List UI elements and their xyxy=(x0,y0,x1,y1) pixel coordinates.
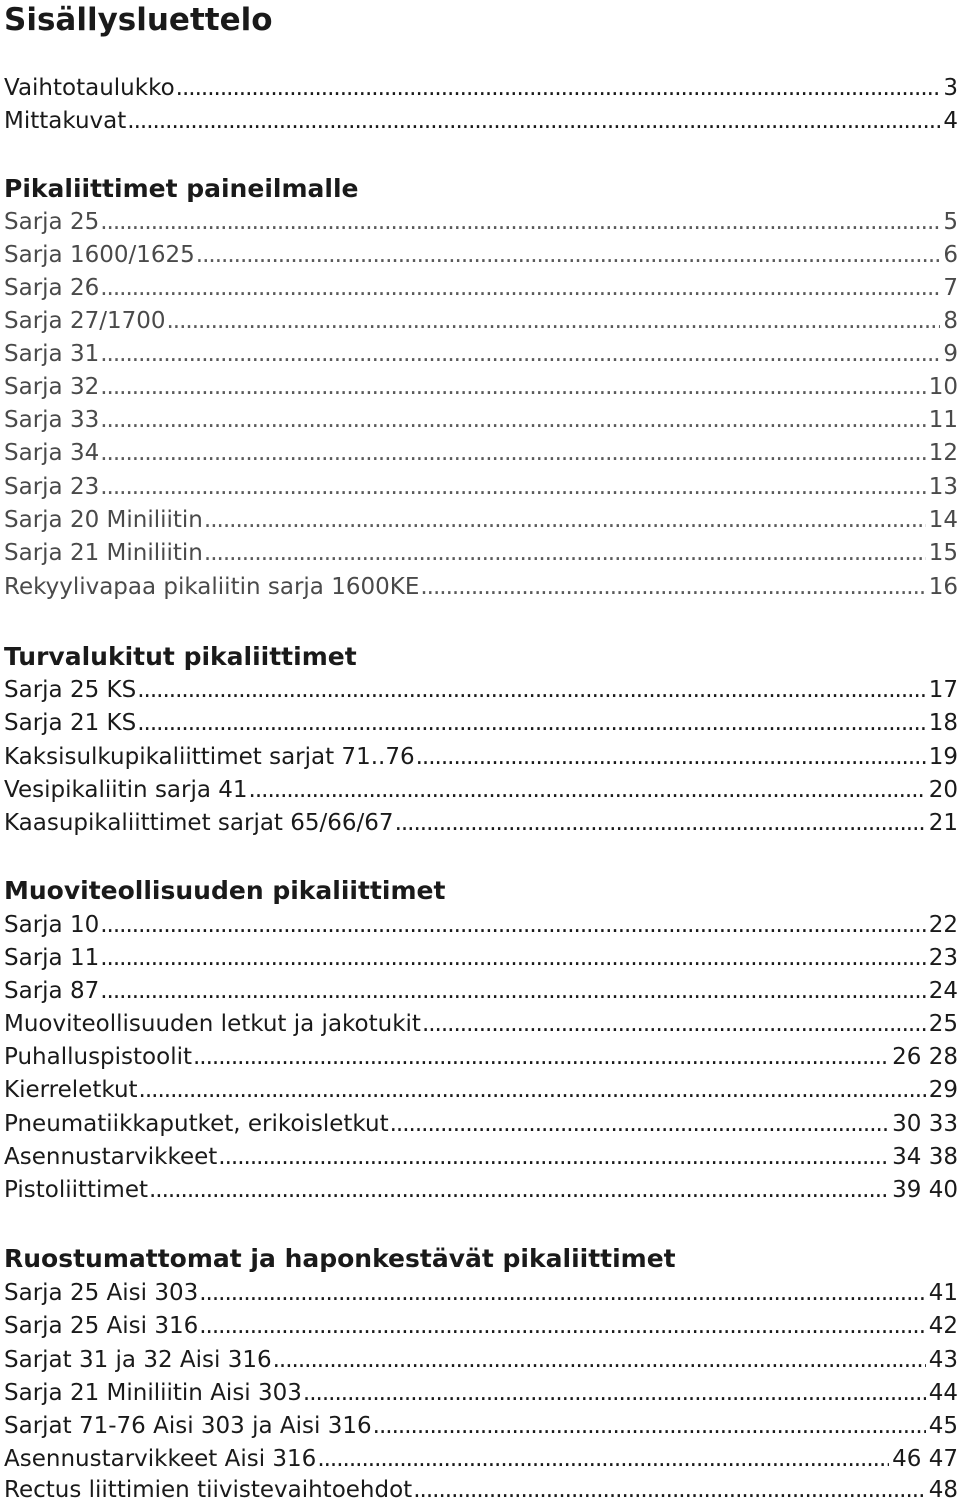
toc-entry-page: 45 xyxy=(928,1413,958,1439)
toc-entry-label: Sarja 11 xyxy=(4,945,100,971)
dot-leader xyxy=(395,807,926,839)
section-heading: Pikaliittimet paineilmalle xyxy=(4,174,359,203)
toc-entry-page: 13 xyxy=(928,474,958,500)
toc-entry-page: 17 xyxy=(928,677,958,703)
toc-entry-page: 12 xyxy=(928,440,958,466)
dot-leader xyxy=(100,206,940,238)
dot-leader xyxy=(100,909,926,941)
dot-leader xyxy=(137,674,926,706)
toc-entry[interactable] xyxy=(4,1174,958,1206)
toc-entry-label: Puhalluspistoolit xyxy=(4,1044,192,1070)
toc-entry[interactable] xyxy=(4,1344,958,1376)
dot-leader xyxy=(273,1344,926,1376)
toc-entry-label: Kaasupikaliittimet sarjat 65/66/67 xyxy=(4,810,394,836)
dot-leader xyxy=(176,72,941,104)
toc-entry-page: 18 xyxy=(928,710,958,736)
toc-entry[interactable] xyxy=(4,1474,958,1506)
toc-entry-page: 41 xyxy=(928,1280,958,1306)
toc-entry-label: Sarja 26 xyxy=(4,275,100,301)
toc-entry-page: 7 xyxy=(943,275,958,301)
toc-entry-page: 25 xyxy=(928,1011,958,1037)
toc-entry[interactable] xyxy=(4,1074,958,1106)
toc-entry[interactable] xyxy=(4,707,958,739)
dot-leader xyxy=(100,942,926,974)
toc-entry-page: 30 33 xyxy=(892,1111,958,1137)
toc-entry-page: 10 xyxy=(928,374,958,400)
toc-entry-label: Sarja 1600/1625 xyxy=(4,242,195,268)
toc-entry[interactable] xyxy=(4,1410,958,1442)
toc-entry[interactable] xyxy=(4,1310,958,1342)
toc-entry-page: 16 xyxy=(928,574,958,600)
toc-entry-page: 20 xyxy=(928,777,958,803)
toc-entry-label: Asennustarvikkeet Aisi 316 xyxy=(4,1446,317,1472)
toc-entry[interactable] xyxy=(4,1277,958,1309)
toc-entry-page: 21 xyxy=(928,810,958,836)
dot-leader xyxy=(100,975,926,1007)
toc-entry[interactable] xyxy=(4,537,958,569)
toc-entry[interactable] xyxy=(4,942,958,974)
toc-entry-page: 44 xyxy=(928,1380,958,1406)
toc-entry-page: 43 xyxy=(928,1347,958,1373)
dot-leader xyxy=(204,504,926,536)
toc-entry-page: 42 xyxy=(928,1313,958,1339)
dot-leader xyxy=(139,1074,926,1106)
page-title: Sisällysluettelo xyxy=(4,2,273,38)
toc-entry-label: Sarja 31 xyxy=(4,341,100,367)
toc-entry-page: 29 xyxy=(928,1077,958,1103)
dot-leader xyxy=(249,774,926,806)
toc-entry[interactable] xyxy=(4,1108,958,1140)
toc-entry-label: Muoviteollisuuden letkut ja jakotukit xyxy=(4,1011,421,1037)
toc-entry-label: Sarja 34 xyxy=(4,440,100,466)
toc-entry[interactable] xyxy=(4,72,958,104)
toc-entry-page: 4 xyxy=(943,108,958,134)
dot-leader xyxy=(422,1008,926,1040)
toc-entry[interactable] xyxy=(4,239,958,271)
toc-entry[interactable] xyxy=(4,1008,958,1040)
toc-entry[interactable] xyxy=(4,741,958,773)
toc-entry-page: 14 xyxy=(928,507,958,533)
toc-entry-label: Pistoliittimet xyxy=(4,1177,148,1203)
toc-entry[interactable] xyxy=(4,1041,958,1073)
dot-leader xyxy=(193,1041,889,1073)
toc-entry-label: Sarja 10 xyxy=(4,912,100,938)
dot-leader xyxy=(303,1377,926,1409)
toc-entry[interactable] xyxy=(4,975,958,1007)
toc-entry-label: Sarja 33 xyxy=(4,407,100,433)
toc-entry-label: Sarja 25 Aisi 303 xyxy=(4,1280,199,1306)
dot-leader xyxy=(420,571,925,603)
toc-entry-label: Sarja 21 Miniliitin Aisi 303 xyxy=(4,1380,302,1406)
toc-entry[interactable] xyxy=(4,272,958,304)
toc-entry-label: Vesipikaliitin sarja 41 xyxy=(4,777,248,803)
toc-entry-label: Pneumatiikkaputket, erikoisletkut xyxy=(4,1111,389,1137)
toc-entry-page: 48 xyxy=(928,1477,958,1503)
toc-entry-label: Vaihtotaulukko xyxy=(4,75,175,101)
toc-entry[interactable] xyxy=(4,807,958,839)
toc-entry-label: Sarja 21 KS xyxy=(4,710,137,736)
toc-entry-label: Sarja 23 xyxy=(4,474,100,500)
toc-entry-page: 6 xyxy=(943,242,958,268)
toc-entry-label: Sarja 32 xyxy=(4,374,100,400)
dot-leader xyxy=(100,437,926,469)
toc-entry-page: 24 xyxy=(928,978,958,1004)
toc-entry-page: 34 38 xyxy=(892,1144,958,1170)
toc-entry-label: Sarjat 71-76 Aisi 303 ja Aisi 316 xyxy=(4,1413,372,1439)
toc-entry-page: 46 47 xyxy=(892,1446,958,1472)
dot-leader xyxy=(416,741,926,773)
toc-entry-page: 22 xyxy=(928,912,958,938)
dot-leader xyxy=(373,1410,926,1442)
toc-entry-page: 23 xyxy=(928,945,958,971)
dot-leader xyxy=(199,1310,925,1342)
dot-leader xyxy=(100,338,940,370)
toc-entry-label: Rekyylivapaa pikaliitin sarja 1600KE xyxy=(4,574,420,600)
section-heading: Ruostumattomat ja haponkestävät pikaliittimet xyxy=(4,1244,676,1273)
toc-entry-page: 11 xyxy=(928,407,958,433)
toc-entry-label: Sarja 25 xyxy=(4,209,100,235)
toc-entry[interactable] xyxy=(4,371,958,403)
toc-entry[interactable] xyxy=(4,305,958,337)
toc-entry[interactable] xyxy=(4,774,958,806)
dot-leader xyxy=(204,537,926,569)
dot-leader xyxy=(218,1141,889,1173)
toc-entry-page: 3 xyxy=(943,75,958,101)
toc-entry-page: 26 28 xyxy=(892,1044,958,1070)
dot-leader xyxy=(196,239,941,271)
toc-entry-label: Asennustarvikkeet xyxy=(4,1144,218,1170)
toc-entry[interactable] xyxy=(4,105,958,137)
toc-entry[interactable] xyxy=(4,1443,958,1475)
toc-entry-page: 8 xyxy=(943,308,958,334)
toc-entry-label: Sarja 25 KS xyxy=(4,677,137,703)
toc-entry-label: Sarja 20 Miniliitin xyxy=(4,507,203,533)
toc-entry[interactable] xyxy=(4,909,958,941)
toc-entry-label: Sarja 25 Aisi 316 xyxy=(4,1313,199,1339)
toc-entry-label: Rectus liittimien tiivistevaihtoehdot xyxy=(4,1477,413,1503)
dot-leader xyxy=(317,1443,889,1475)
toc-entry[interactable] xyxy=(4,338,958,370)
toc-entry-label: Sarja 27/1700 xyxy=(4,308,166,334)
toc-entry-page: 19 xyxy=(928,744,958,770)
dot-leader xyxy=(100,371,926,403)
toc-entry[interactable] xyxy=(4,437,958,469)
dot-leader xyxy=(100,272,940,304)
toc-entry[interactable] xyxy=(4,1141,958,1173)
section-heading: Turvalukitut pikaliittimet xyxy=(4,642,357,671)
toc-entry-label: Kaksisulkupikaliittimet sarjat 71..76 xyxy=(4,744,415,770)
toc-entry[interactable] xyxy=(4,206,958,238)
dot-leader xyxy=(100,471,926,503)
toc-entry[interactable] xyxy=(4,404,958,436)
toc-entry-label: Kierreletkut xyxy=(4,1077,138,1103)
dot-leader xyxy=(390,1108,890,1140)
dot-leader xyxy=(199,1277,925,1309)
toc-entry-page: 39 40 xyxy=(892,1177,958,1203)
dot-leader xyxy=(149,1174,889,1206)
toc-entry-page: 15 xyxy=(928,540,958,566)
toc-entry-label: Sarjat 31 ja 32 Aisi 316 xyxy=(4,1347,272,1373)
toc-entry-label: Sarja 87 xyxy=(4,978,100,1004)
section-heading: Muoviteollisuuden pikaliittimet xyxy=(4,876,446,905)
toc-entry-label: Mittakuvat xyxy=(4,108,127,134)
toc-entry-label: Sarja 21 Miniliitin xyxy=(4,540,203,566)
toc-entry[interactable] xyxy=(4,571,958,603)
toc-entry-page: 9 xyxy=(943,341,958,367)
dot-leader xyxy=(167,305,941,337)
dot-leader xyxy=(100,404,926,436)
toc-entry[interactable] xyxy=(4,504,958,536)
toc-entry[interactable] xyxy=(4,674,958,706)
dot-leader xyxy=(127,105,940,137)
toc-entry[interactable] xyxy=(4,471,958,503)
dot-leader xyxy=(137,707,926,739)
dot-leader xyxy=(413,1474,926,1506)
toc-entry[interactable] xyxy=(4,1377,958,1409)
toc-entry-page: 5 xyxy=(943,209,958,235)
